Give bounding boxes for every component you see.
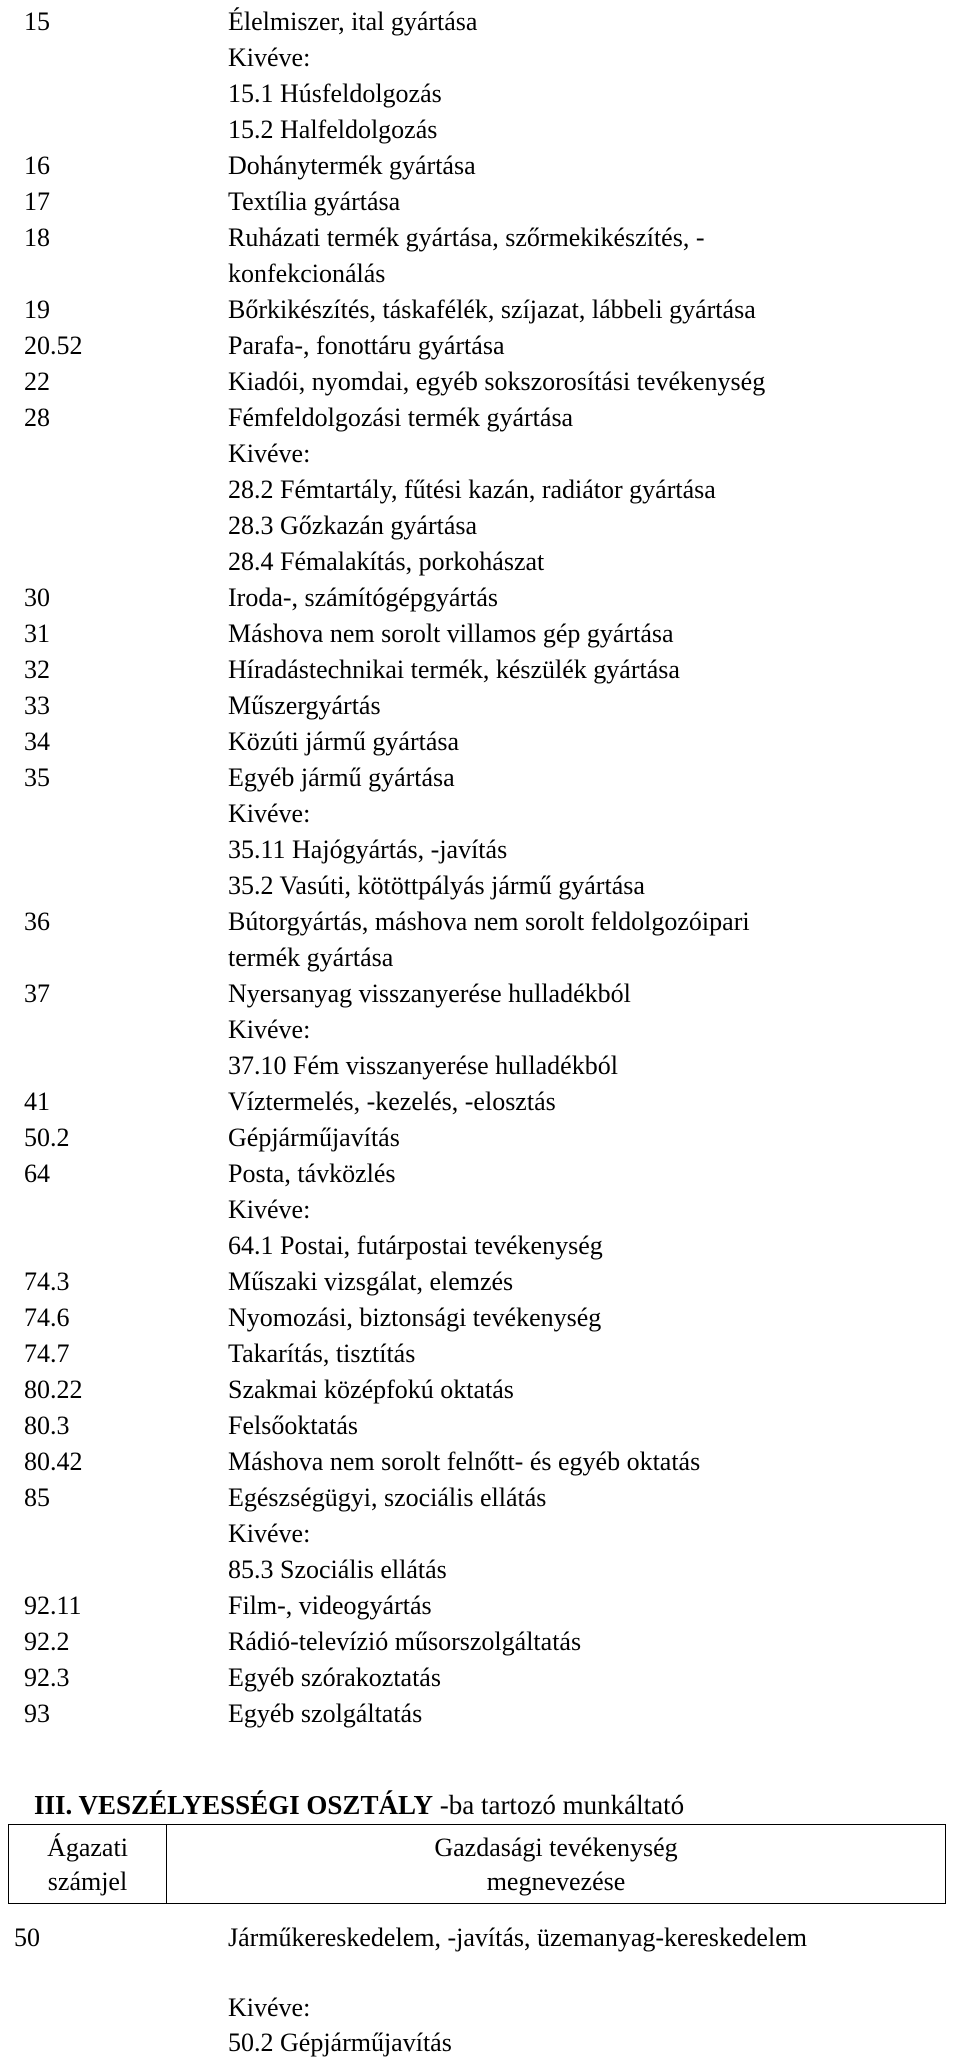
header-cell-code: [9, 1825, 167, 1903]
exception-label: Kivéve:: [228, 1519, 311, 1548]
sector-code: 34: [24, 727, 50, 756]
list-item: [0, 796, 960, 832]
exception-item: 28.3 Gőzkazán gyártása: [228, 511, 478, 540]
list-item: [0, 1955, 960, 1990]
header-code-line1: Ágazati: [47, 1833, 128, 1862]
list-item: [0, 1264, 960, 1300]
activity-name: Dohánytermék gyártása: [228, 151, 476, 180]
header-activity-line2: megnevezése: [486, 1867, 626, 1896]
sector-code: 85: [24, 1483, 50, 1512]
section-heading-bold: III. VESZÉLYESSÉGI OSZTÁLY: [34, 1790, 433, 1820]
sector-code: 16: [24, 151, 50, 180]
activity-name: Kiadói, nyomdai, egyéb sokszorosítási tevékenység: [228, 367, 766, 396]
exception-label: Kivéve:: [228, 1195, 311, 1224]
list-item: [0, 1120, 960, 1156]
exception-label: Kivéve:: [228, 1993, 311, 2022]
exception-label: Kivéve:: [228, 1015, 311, 1044]
list-item: [0, 1552, 960, 1588]
header-activity-line1: Gazdasági tevékenység: [434, 1833, 678, 1862]
header-cell-activity: [167, 1825, 945, 1903]
sector-code: 18: [24, 223, 50, 252]
sector-code: 30: [24, 583, 50, 612]
list-item: [0, 1408, 960, 1444]
sector-code: 93: [24, 1699, 50, 1728]
list-item: [0, 4, 960, 40]
list-item: [0, 76, 960, 112]
activity-name: Máshova nem sorolt felnőtt- és egyéb oktatás: [228, 1447, 701, 1476]
list-item: [0, 472, 960, 508]
list-item: [0, 976, 960, 1012]
list-item: [0, 220, 960, 256]
list-item: [0, 940, 960, 976]
list-item: [0, 1192, 960, 1228]
sector-code: 41: [24, 1087, 50, 1116]
exception-item: 35.11 Hajógyártás, -javítás: [228, 835, 508, 864]
sector-code: 50: [14, 1923, 40, 1952]
list-item: [0, 1372, 960, 1408]
exception-label: Kivéve:: [228, 43, 311, 72]
sector-code: 31: [24, 619, 50, 648]
activity-name: Élelmiszer, ital gyártása: [228, 7, 478, 36]
sector-code: 33: [24, 691, 50, 720]
list-item: [0, 580, 960, 616]
list-item: [0, 1696, 960, 1732]
list-item: [0, 292, 960, 328]
activity-name: Közúti jármű gyártása: [228, 727, 460, 756]
sector-code: 19: [24, 295, 50, 324]
activity-name: Felsőoktatás: [228, 1411, 358, 1440]
list-item: [0, 400, 960, 436]
exception-item: 35.2 Vasúti, kötöttpályás jármű gyártása: [228, 871, 645, 900]
list-item: [0, 1084, 960, 1120]
sector-code: 20.52: [24, 331, 83, 360]
list-item: [0, 760, 960, 796]
exception-item: 15.2 Halfeldolgozás: [228, 115, 438, 144]
sector-code: 15: [24, 7, 50, 36]
list-item: [0, 1228, 960, 1264]
activity-name: Műszergyártás: [228, 691, 381, 720]
exception-item: 37.10 Fém visszanyerése hulladékból: [228, 1051, 618, 1080]
exception-label: Kivéve:: [228, 799, 311, 828]
exception-item: 15.1 Húsfeldolgozás: [228, 79, 442, 108]
list-item: [0, 2025, 960, 2060]
activity-name: Híradástechnikai termék, készülék gyártása: [228, 655, 680, 684]
list-item: [0, 112, 960, 148]
activity-name: Rádió-televízió műsorszolgáltatás: [228, 1627, 582, 1656]
list-item: [0, 652, 960, 688]
activity-name-continued: termék gyártása: [228, 943, 394, 972]
activity-name: Takarítás, tisztítás: [228, 1339, 416, 1368]
sector-code: 36: [24, 907, 50, 936]
activity-name: Bútorgyártás, máshova nem sorolt feldolgozóipari: [228, 907, 750, 936]
list-item: [0, 1516, 960, 1552]
activity-name: Posta, távközlés: [228, 1159, 396, 1188]
sector-code: 74.6: [24, 1303, 70, 1332]
list-item: [0, 1048, 960, 1084]
section-heading: [34, 1787, 684, 1823]
list-item: [0, 436, 960, 472]
sector-code: 74.3: [24, 1267, 70, 1296]
header-code-line2: számjel: [47, 1867, 128, 1896]
list-item: [0, 904, 960, 940]
sector-code: 80.22: [24, 1375, 83, 1404]
sector-code: 28: [24, 403, 50, 432]
activity-name: Iroda-, számítógépgyártás: [228, 583, 499, 612]
exception-item: 85.3 Szociális ellátás: [228, 1555, 447, 1584]
sector-code: 92.2: [24, 1627, 70, 1656]
activity-name: Bőrkikészítés, táskafélék, szíjazat, lábbeli gyártása: [228, 295, 756, 324]
list-item: [0, 1624, 960, 1660]
list-item: [0, 1156, 960, 1192]
sector-code: 80.42: [24, 1447, 83, 1476]
sector-code: 64: [24, 1159, 50, 1188]
sector-code: 32: [24, 655, 50, 684]
list-item: [0, 1990, 960, 2025]
exception-item: 28.2 Fémtartály, fűtési kazán, radiátor gyártása: [228, 475, 716, 504]
activity-list: [0, 4, 960, 1732]
list-item: [0, 868, 960, 904]
header-table: [8, 1824, 946, 1904]
list-item: [0, 1300, 960, 1336]
sector-code: 22: [24, 367, 50, 396]
list-item: [0, 1588, 960, 1624]
activity-name-continued: konfekcionálás: [228, 259, 386, 288]
list-item: [0, 1012, 960, 1048]
exception-item: 64.1 Postai, futárpostai tevékenység: [228, 1231, 603, 1260]
activity-name: Textília gyártása: [228, 187, 401, 216]
list-item: [0, 1920, 960, 1955]
list-item: [0, 328, 960, 364]
activity-name: Egészségügyi, szociális ellátás: [228, 1483, 547, 1512]
activity-name: Járműkereskedelem, -javítás, üzemanyag-kereskedelem: [228, 1923, 807, 1952]
list-item: [0, 616, 960, 652]
exception-item: 50.2 Gépjárműjavítás: [228, 2028, 452, 2057]
list-item: [0, 724, 960, 760]
list-item: [0, 148, 960, 184]
activity-name: Nyersanyag visszanyerése hulladékból: [228, 979, 631, 1008]
activity-name: Szakmai középfokú oktatás: [228, 1375, 514, 1404]
section-three-list: [0, 1920, 960, 2060]
sector-code: 92.11: [24, 1591, 82, 1620]
activity-name: Ruházati termék gyártása, szőrmekikészítés, -: [228, 223, 705, 252]
list-item: [0, 1480, 960, 1516]
sector-code: 17: [24, 187, 50, 216]
list-item: [0, 1336, 960, 1372]
list-item: [0, 184, 960, 220]
activity-name: Egyéb szórakoztatás: [228, 1663, 441, 1692]
sector-code: 92.3: [24, 1663, 70, 1692]
activity-name: Parafa-, fonottáru gyártása: [228, 331, 505, 360]
activity-name: Máshova nem sorolt villamos gép gyártása: [228, 619, 674, 648]
sector-code: 37: [24, 979, 50, 1008]
activity-name: Gépjárműjavítás: [228, 1123, 400, 1152]
list-item: [0, 688, 960, 724]
sector-code: 74.7: [24, 1339, 70, 1368]
activity-name: Egyéb szolgáltatás: [228, 1699, 423, 1728]
list-item: [0, 40, 960, 76]
activity-name: Nyomozási, biztonsági tevékenység: [228, 1303, 602, 1332]
activity-name: Víztermelés, -kezelés, -elosztás: [228, 1087, 556, 1116]
sector-code: 35: [24, 763, 50, 792]
activity-name: Egyéb jármű gyártása: [228, 763, 455, 792]
list-item: [0, 364, 960, 400]
sector-code: 50.2: [24, 1123, 70, 1152]
section-heading-rest: -ba tartozó munkáltató: [432, 1790, 685, 1820]
list-item: [0, 508, 960, 544]
activity-name: Film-, videogyártás: [228, 1591, 432, 1620]
exception-item: 28.4 Fémalakítás, porkohászat: [228, 547, 545, 576]
list-item: [0, 1660, 960, 1696]
list-item: [0, 1444, 960, 1480]
sector-code: 80.3: [24, 1411, 70, 1440]
list-item: [0, 832, 960, 868]
list-item: [0, 544, 960, 580]
activity-name: Fémfeldolgozási termék gyártása: [228, 403, 574, 432]
activity-name: Műszaki vizsgálat, elemzés: [228, 1267, 514, 1296]
list-item: [0, 256, 960, 292]
exception-label: Kivéve:: [228, 439, 311, 468]
